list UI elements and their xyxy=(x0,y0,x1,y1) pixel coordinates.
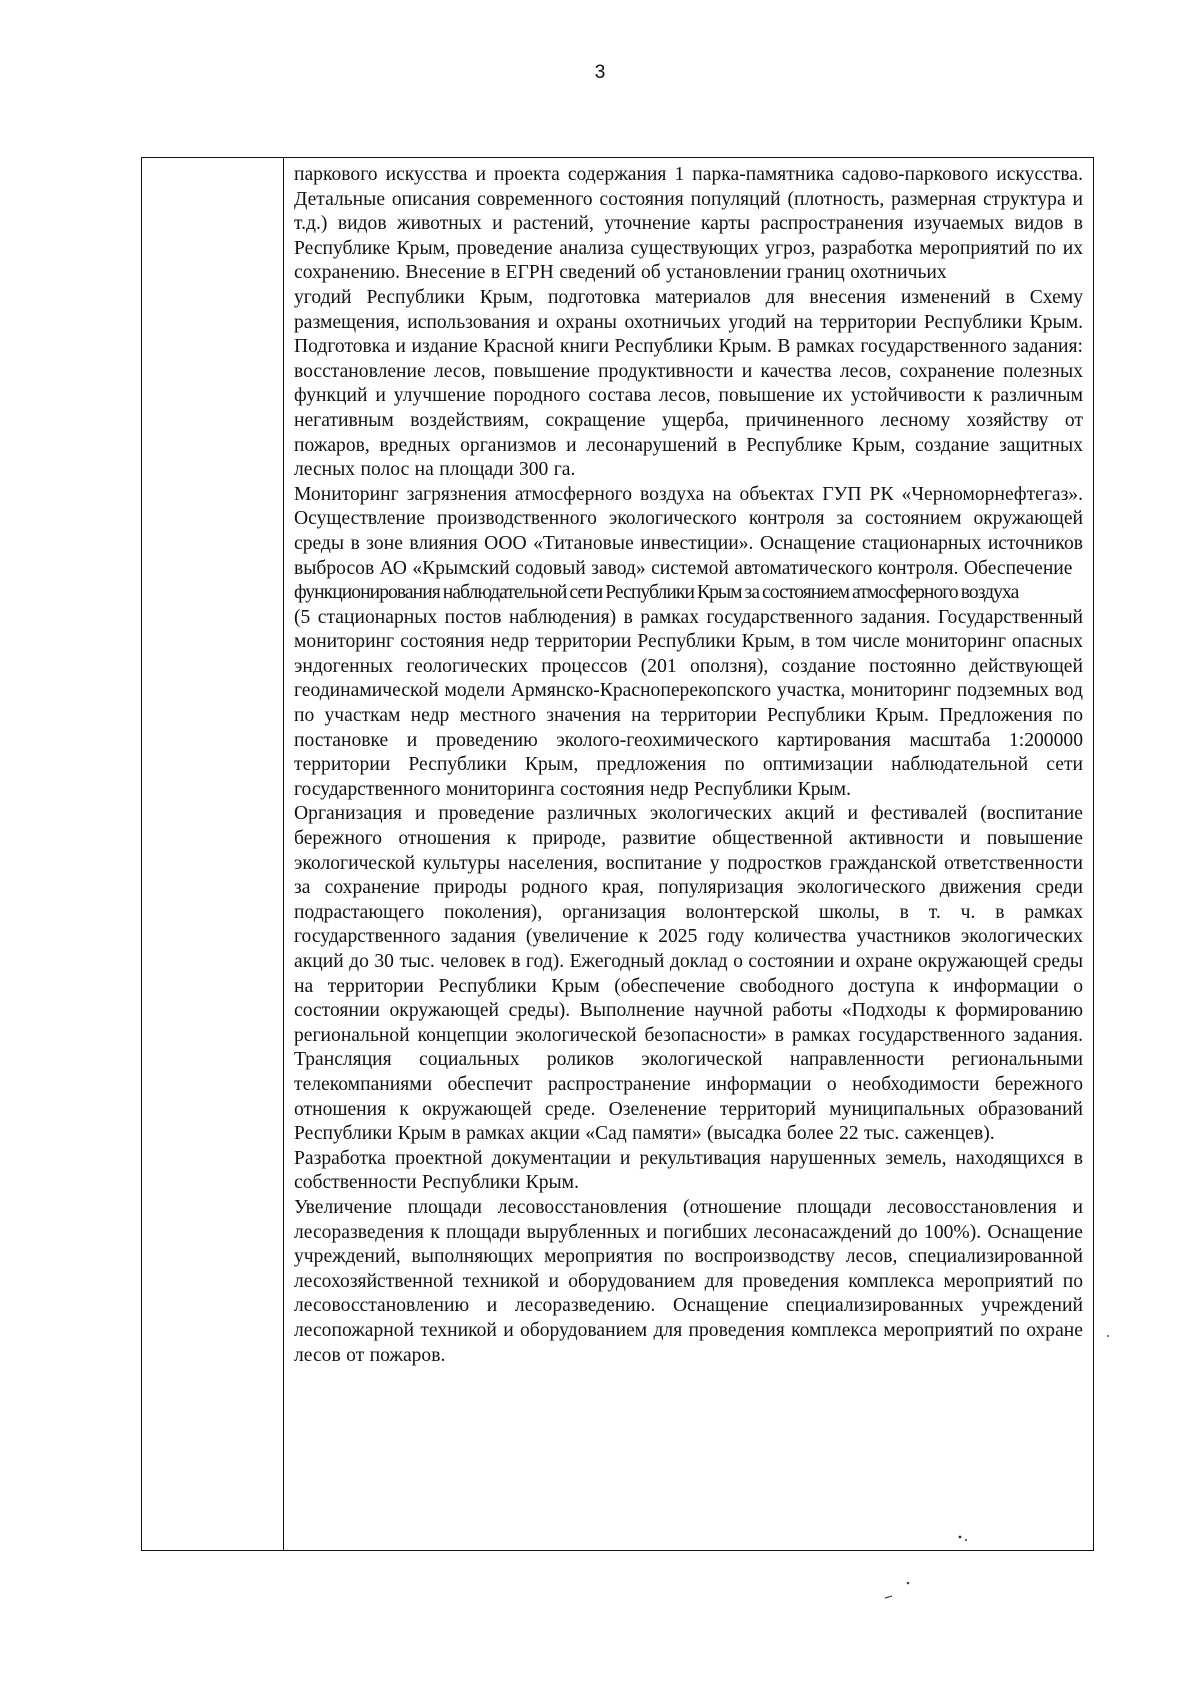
paragraph-eco-actions: Организация и проведение различных экологических акций и фестивалей (воспитание бережного отношения к природе, развитие общественной активности и повышение экологической культуры населения, воспитание у подростков гражданской ответственности за сохранение природы родного края, популяризация экологического движения среди подрастающего поколения), организация волонтерской школы, в т. ч. в рамках государственного задания (увеличение к 2025 году количества участников экологических акций до 30 тыс. человек в год). Ежегодный доклад о состоянии и охране окружающей среды на территории Республики Крым (обеспечение свободного доступа к информации о состоянии окружающей среды). Выполнение научной работы «Подходы к формированию региональной концепции экологической безопасности» в рамках государственного задания. Трансляция социальных роликов экологической направленности региональными телекомпаниями обеспечит распространение информации о необходимости бережного отношения к окружающей среде. Озеленение территорий муниципальных образований Республики Крым в рамках акции «Сад памяти» (высадка более 22 тыс. саженцев). xyxy=(294,803,1083,1145)
paragraph-subsoil-monitoring: (5 стационарных постов наблюдения) в рамках государственного задания. Государственный мониторинг состояния недр территории Республики Крым, в том числе мониторинг опасных эндогенных геологических процессов (201 оползня), создание постоянно действующей геодинамической модели Армянско-Красноперекопского участка, мониторинг подземных вод по участкам недр местного значения на территории Республики Крым. Предложения по постановке и проведению эколого-геохимического картирования масштаба 1:200000 территории Республики Крым, предложения по оптимизации наблюдательной сети государственного мониторинга состояния недр Республики Крым. xyxy=(294,606,1083,800)
paragraph-air-monitoring: Мониторинг загрязнения атмосферного воздуха на объектах ГУП РК «Черноморнефтегаз». Осуществление производственного экологического контроля за состоянием окружающей среды в зоне влияния ООО «Титановые инвестиции». Оснащение стационарных источников выбросов АО «Крымский содовый завод» системой автоматического контроля. Обеспечение xyxy=(294,483,1083,579)
paragraph-air-network: функционирования наблюдательной сети Республики Крым за состоянием атмосферного воздуха xyxy=(294,582,1019,604)
page-number: 3 xyxy=(594,62,606,83)
paragraph-hunting-grounds: угодий Республики Крым, подготовка материалов для внесения изменений в Схему размещения, использования и охраны охотничьих угодий на территории Республики Крым. Подготовка и издание Красной книги Республики Крым. В рамках государственного задания: восстановление лесов, повышение продуктивности и качества лесов, сохранение полезных функций и улучшение породного состава лесов, повышение их устойчивости к различным негативным воздействиям, сокращение ущерба, причиненного лесному хозяйству от пожаров, вредных организмов и лесонарушений в Республике Крым, создание защитных лесных полос на площади 300 га. xyxy=(294,286,1083,481)
paragraph-park-art: паркового искусства и проекта содержания 1 парка-памятника садово-паркового искусства. Детальные описания современного состояния популяций (плотность, размерная структура и т.д.) видов животных и растений, уточнение карты распространения изучаемых видов в Республике Крым, проведение анализа существующих угроз, разработка мероприятий по их сохранению. Внесение в ЕГРН сведений об установлении границ охотничьих xyxy=(294,164,1083,284)
paragraph-reforestation: Увеличение площади лесовосстановления (отношение площади лесовосстановления и лесоразведения к площади вырубленных и погибших лесонасаждений до 100%). Оснащение учреждений, выполняющих мероприятия по воспроизводству лесов, специализированной лесохозяйственной техникой и оборудованием для проведения комплекса мероприятий по лесовосстановлению и лесоразведению. Оснащение специализированных учреждений лесопожарной техникой и оборудованием для проведения комплекса мероприятий по охране лесов от пожаров. xyxy=(294,1196,1083,1366)
paragraph-land-recultivation: Разработка проектной документации и рекультивация нарушенных земель, находящихся в собственности Республики Крым. xyxy=(294,1147,1083,1194)
